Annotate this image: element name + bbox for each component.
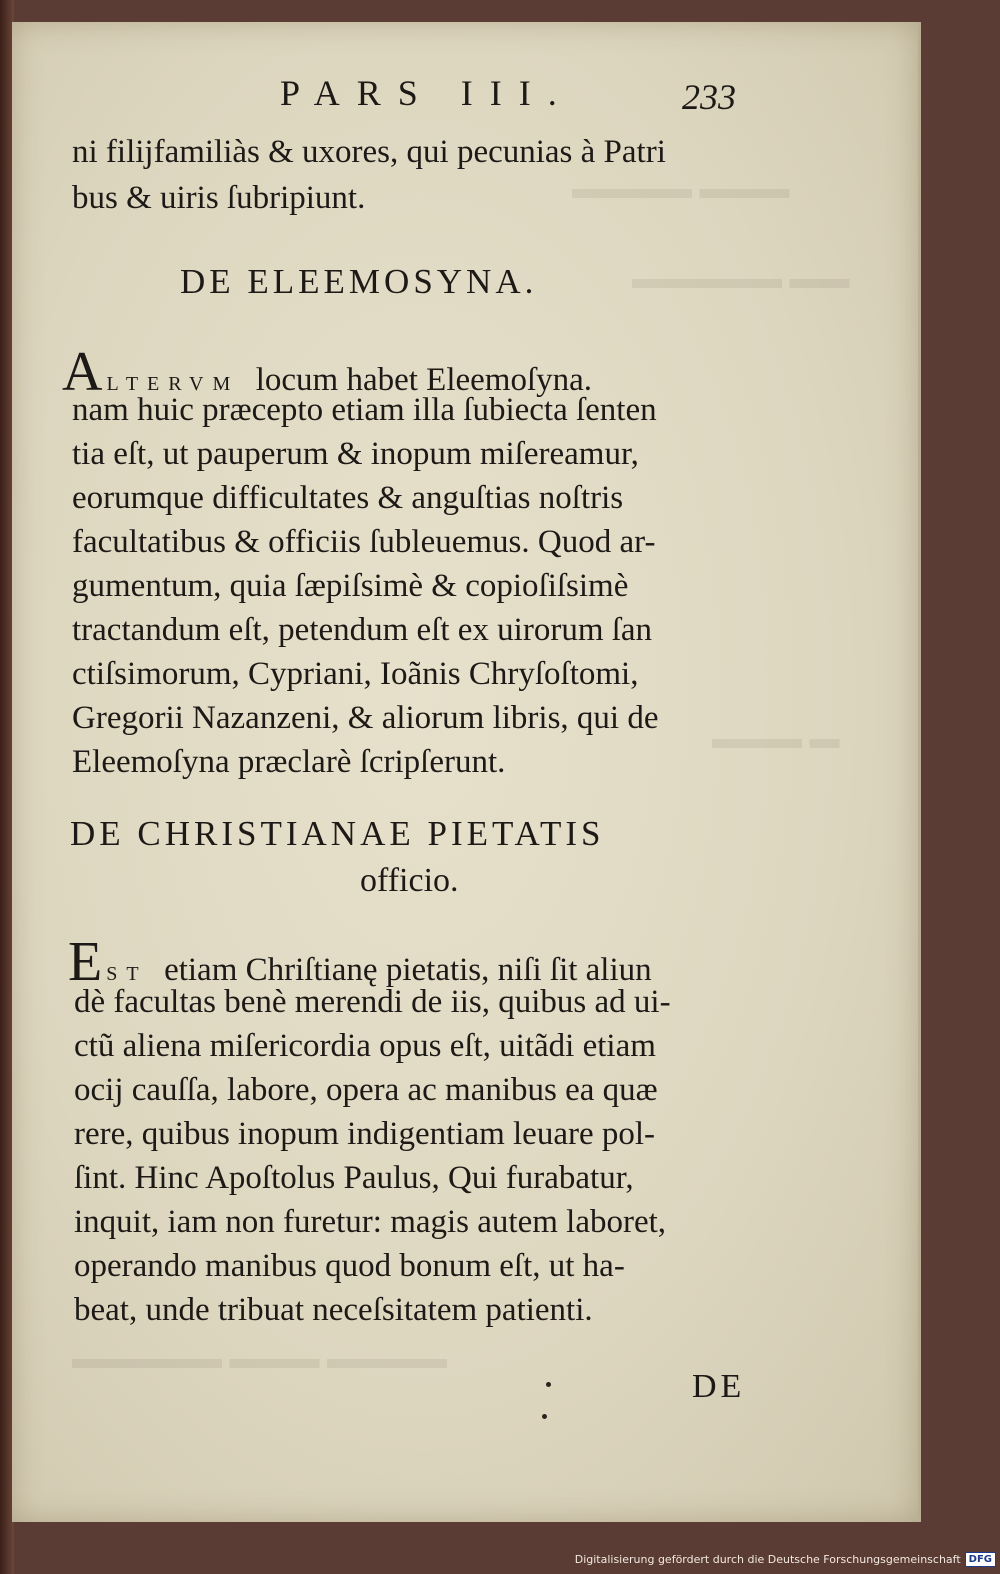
text-line: ctiſsimorum, Cypriani, Ioãnis Chryſoſtomi, [72, 656, 639, 692]
text-line: operando manibus quod bonum eſt, ut ha- [74, 1248, 625, 1284]
page-number: 233 [682, 77, 736, 117]
text-line: inquit, iam non furetur: magis autem laboret, [74, 1204, 667, 1240]
ink-speck [546, 1382, 551, 1387]
text-line: facultatibus & officiis ſubleuemus. Quod ar- [72, 524, 656, 560]
section-heading: DE CHRISTIANAE PIETATIS [70, 814, 605, 853]
ink-speck [542, 1414, 547, 1419]
drop-cap: A [62, 341, 107, 403]
text-line: Eleemoſyna præclarè ſcripſerunt. [72, 744, 506, 780]
text-line: eorumque difficultates & anguſtias noſtris [72, 480, 624, 516]
running-header: PARS III. [280, 73, 574, 113]
text-line: beat, unde tribuat neceſsitatem patienti. [74, 1292, 593, 1328]
text-line: nam huic præcepto etiam illa ſubiecta ſenten [72, 392, 657, 428]
text-line: ni filijfamiliàs & uxores, qui pecunias à Patri [72, 134, 666, 170]
book-page [12, 22, 921, 1522]
text-line: gumentum, quia ſæpiſsimè & copioſiſsimè [72, 568, 629, 604]
small-caps-word: LTERVM [106, 373, 240, 395]
text-line: ocij cauſſa, labore, opera ac manibus ea quæ [74, 1072, 658, 1108]
digitization-credit [575, 1548, 996, 1570]
credit-text: Digitalisierung gefördert durch die Deutsche Forschungsgemeinschaft [574, 1552, 961, 1566]
bleed-through-text: ▬▬▬▬ ▬▬▬ ▬▬▬▬▬ [72, 1342, 447, 1375]
drop-cap: E [68, 931, 107, 993]
text-line: dè facultas benè merendi de iis, quibus ad ui- [74, 984, 671, 1020]
dfg-logo: DFG [965, 1552, 996, 1567]
text-line: ſint. Hinc Apoſtolus Paulus, Qui furabatur, [74, 1160, 634, 1196]
bleed-through-text: ▬▬▬ ▬▬▬▬ [572, 172, 790, 205]
text-line: tia eſt, ut pauperum & inopum miſereamur, [72, 436, 639, 472]
bleed-through-text: ▬ ▬▬▬ [712, 722, 840, 755]
section-heading: DE ELEEMOSYNA. [180, 262, 538, 301]
text-line: rere, quibus inopum indigentiam leuare pol- [74, 1116, 656, 1152]
section-subheading: officio. [360, 862, 459, 899]
catchword: DE [692, 1368, 746, 1405]
bleed-through-text: ▬▬ ▬▬▬▬▬ [632, 262, 850, 295]
text-line: ctũ aliena miſericordia opus eſt, uitãdi etiam [74, 1028, 656, 1064]
text-line: bus & uiris ſubripiunt. [72, 180, 366, 216]
first-line-text: etiam Chriſtianę pietatis, niſi ſit aliun [164, 952, 652, 988]
first-line-text: locum habet Eleemoſyna. [255, 362, 593, 398]
small-caps-word: ST [106, 963, 148, 985]
text-line: tractandum eſt, petendum eſt ex uirorum ſan [72, 612, 653, 648]
text-line: Gregorii Nazanzeni, & aliorum libris, qui de [72, 700, 659, 736]
